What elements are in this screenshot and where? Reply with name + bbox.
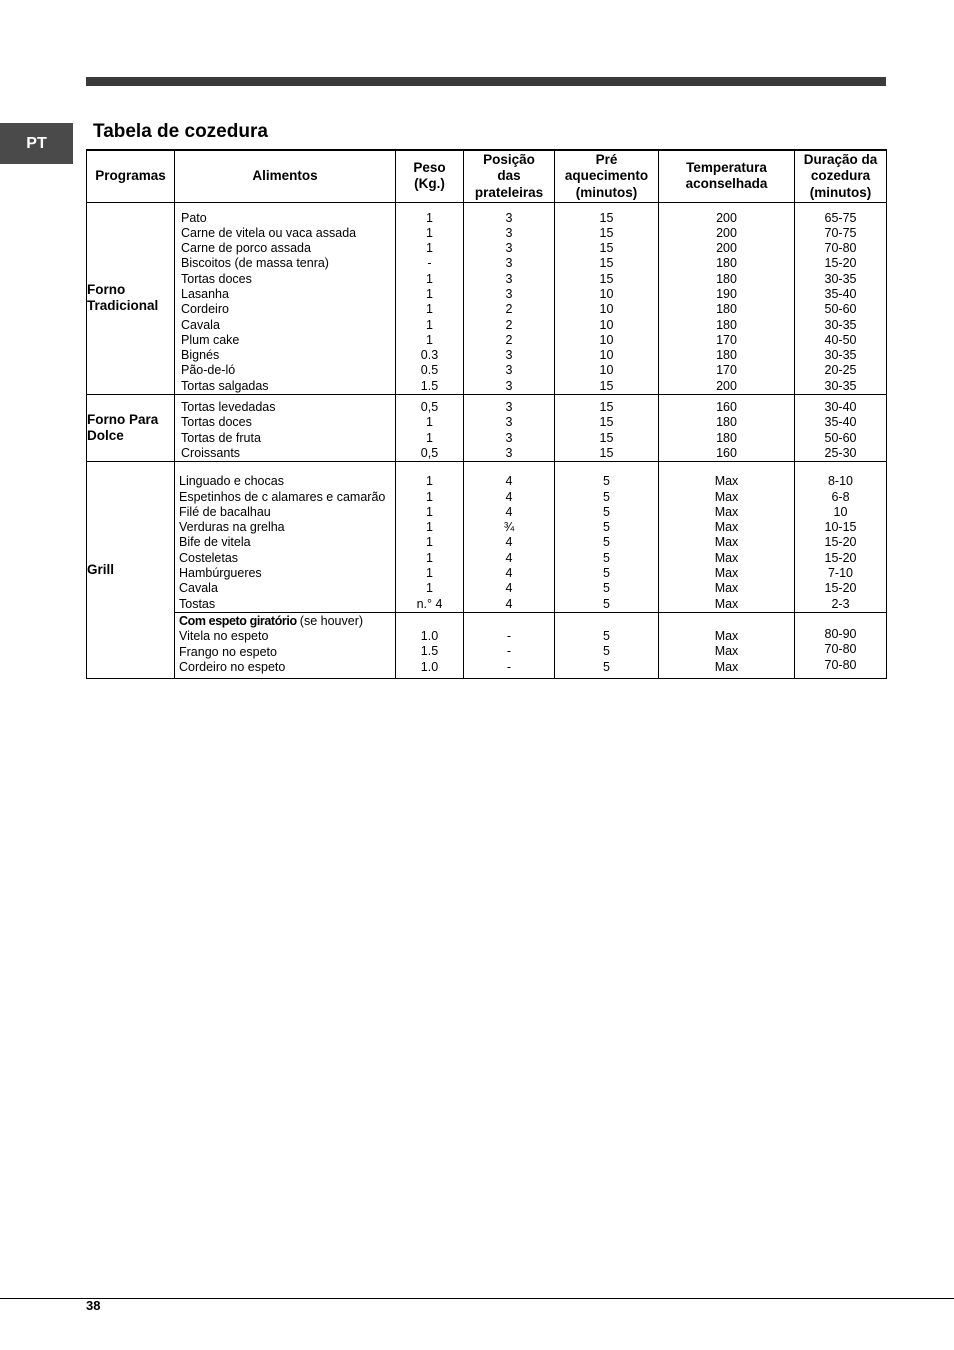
food-name: Filé de bacalhau xyxy=(179,504,271,519)
header-posicao xyxy=(464,150,555,202)
language-tab: PT xyxy=(0,123,73,164)
preheat-value: 10 xyxy=(599,348,614,363)
shelf-value: - xyxy=(506,659,512,674)
page-number: 38 xyxy=(86,1298,101,1313)
spit-section xyxy=(87,612,887,678)
duration-value: 30-40 xyxy=(824,400,857,415)
weight-value: 1 xyxy=(426,225,433,240)
shelf-value: 4 xyxy=(505,550,513,565)
food-name: Lasanha xyxy=(181,286,229,301)
temperature-value: Max xyxy=(714,504,739,519)
program-label-line: Forno Para xyxy=(87,411,159,427)
header-line: Temperatura xyxy=(686,159,767,175)
preheat-value: 5 xyxy=(603,474,610,489)
weight-value: 1 xyxy=(426,415,433,430)
program-section xyxy=(87,395,887,462)
temperature-value: 160 xyxy=(716,445,737,460)
preheat-cell xyxy=(555,202,659,395)
preheat-value: 15 xyxy=(599,241,614,256)
temperature-value: 200 xyxy=(716,241,737,256)
weight-value: 1.0 xyxy=(420,628,439,643)
weight-value: 1 xyxy=(426,535,433,550)
preheat-value: 5 xyxy=(603,596,610,611)
preheat-cell xyxy=(555,612,659,678)
weight-value: 1 xyxy=(426,566,433,581)
temperature-value: 190 xyxy=(716,286,737,301)
preheat-cell xyxy=(555,462,659,613)
food-name: Carne de porco assada xyxy=(181,241,311,256)
food-name: Plum cake xyxy=(181,332,240,347)
temperature-value: 200 xyxy=(716,225,737,240)
preheat-value: 5 xyxy=(603,550,610,565)
temperature-value: Max xyxy=(714,596,739,611)
temperature-cell xyxy=(659,462,795,613)
duration-value: 20-25 xyxy=(824,363,857,378)
temperature-value: 180 xyxy=(716,271,737,286)
header-duracao xyxy=(795,150,887,202)
food-name: Bignés xyxy=(181,348,220,363)
temperature-value: 180 xyxy=(716,348,737,363)
header-preaquecimento xyxy=(555,150,659,202)
shelf-value: 3 xyxy=(505,415,513,430)
weight-value: 1 xyxy=(426,210,433,225)
duration-value: 30-35 xyxy=(824,317,857,332)
duration-value: 80-90 xyxy=(824,626,857,641)
food-name: Biscoitos (de massa tenra) xyxy=(181,256,329,271)
shelf-value: 4 xyxy=(505,535,513,550)
duration-value: 30-35 xyxy=(824,348,857,363)
temperature-value: 200 xyxy=(716,378,737,393)
duration-value: 70-80 xyxy=(824,241,857,256)
weight-cell xyxy=(396,395,464,462)
header-line: aconselhada xyxy=(685,176,768,192)
duration-value: 6-8 xyxy=(831,489,850,504)
duration-value: 7-10 xyxy=(827,566,854,581)
preheat-value: 5 xyxy=(603,489,610,504)
preheat-value: 15 xyxy=(599,271,614,286)
program-name xyxy=(87,202,175,395)
header-line: das xyxy=(497,168,521,183)
weight-value: 1.0 xyxy=(420,659,439,674)
food-name: Croissants xyxy=(181,445,241,460)
duration-value: 50-60 xyxy=(824,430,857,445)
preheat-value: 5 xyxy=(603,535,610,550)
cooking-table xyxy=(86,149,887,679)
program-name xyxy=(87,395,175,462)
shelf-value: 3 xyxy=(505,286,513,301)
duration-value: 35-40 xyxy=(824,415,857,430)
duration-value: 25-30 xyxy=(824,445,857,460)
temperature-value: Max xyxy=(714,474,739,489)
duration-value: 10-15 xyxy=(824,520,857,535)
duration-value: 10 xyxy=(833,504,848,519)
food-name: Cavala xyxy=(181,317,220,332)
weight-value: 0.5 xyxy=(420,363,439,378)
header-line: (minutos) xyxy=(809,184,872,200)
header-line: Duração da xyxy=(803,151,878,167)
program-name xyxy=(87,462,175,679)
food-cell xyxy=(175,462,396,613)
temperature-value: Max xyxy=(714,489,739,504)
temperature-value: 200 xyxy=(716,210,737,225)
weight-value: 0,5 xyxy=(420,445,439,460)
temperature-cell xyxy=(659,612,795,678)
duration-value: 70-80 xyxy=(824,657,857,672)
weight-value: 1 xyxy=(426,489,433,504)
spit-heading-label: Com espeto giratório xyxy=(179,613,297,628)
program-label-line: Tradicional xyxy=(87,298,159,314)
food-name: Cavala xyxy=(179,581,218,596)
preheat-value: 5 xyxy=(603,628,610,643)
duration-cell xyxy=(795,202,887,395)
duration-value: 8-10 xyxy=(827,474,854,489)
weight-value: 1 xyxy=(426,317,433,332)
weight-value: 0,5 xyxy=(420,400,439,415)
food-name: Tostas xyxy=(179,596,216,611)
food-name: Frango no espeto xyxy=(179,644,277,659)
temperature-cell xyxy=(659,202,795,395)
shelf-value: 3 xyxy=(505,363,513,378)
header-peso xyxy=(396,150,464,202)
preheat-value: 15 xyxy=(599,378,614,393)
program-section xyxy=(87,202,887,395)
duration-value: 15-20 xyxy=(824,256,857,271)
header-line: aquecimento xyxy=(564,168,649,183)
temperature-value: Max xyxy=(714,628,739,643)
food-name: Cordeiro xyxy=(181,302,229,317)
weight-value: - xyxy=(427,256,432,271)
shelf-value: 4 xyxy=(505,504,513,519)
shelf-value: 4 xyxy=(505,566,513,581)
temperature-value: Max xyxy=(714,659,739,674)
food-name: Linguado e chocas xyxy=(179,474,284,489)
shelf-value: 4 xyxy=(505,489,513,504)
footer-rule xyxy=(0,1298,954,1299)
food-name: Tortas de fruta xyxy=(181,430,261,445)
duration-value: 30-35 xyxy=(824,271,857,286)
preheat-value: 5 xyxy=(603,581,610,596)
shelf-cell xyxy=(464,202,555,395)
weight-value: 1 xyxy=(426,302,433,317)
header-alimentos: Alimentos xyxy=(175,150,396,202)
shelf-value: 3 xyxy=(505,445,513,460)
preheat-value: 5 xyxy=(603,659,610,674)
food-name: Pato xyxy=(181,210,207,225)
spit-heading-note: (se houver) xyxy=(299,613,364,628)
shelf-value: 3 xyxy=(505,210,513,225)
shelf-value: 4 xyxy=(505,474,513,489)
food-cell xyxy=(175,612,396,678)
duration-value: 15-20 xyxy=(824,550,857,565)
food-name: Tortas doces xyxy=(181,271,252,286)
shelf-value: - xyxy=(506,644,512,659)
temperature-value: Max xyxy=(714,566,739,581)
weight-value: 1 xyxy=(426,550,433,565)
header-line: Pré xyxy=(595,151,618,167)
shelf-value: 2 xyxy=(505,332,513,347)
weight-value: 1 xyxy=(426,241,433,256)
preheat-cell xyxy=(555,395,659,462)
shelf-value: 3 xyxy=(505,256,513,271)
weight-cell xyxy=(396,612,464,678)
food-name: Bife de vitela xyxy=(179,535,251,550)
weight-value: 1 xyxy=(426,520,433,535)
program-label-line: Forno xyxy=(87,281,126,297)
shelf-value: - xyxy=(506,628,512,643)
program-section xyxy=(87,462,887,613)
weight-value: n.° 4 xyxy=(416,596,443,611)
preheat-value: 10 xyxy=(599,286,614,301)
preheat-value: 10 xyxy=(599,302,614,317)
program-label-line: Dolce xyxy=(87,428,124,444)
weight-value: 1 xyxy=(426,271,433,286)
duration-value: 15-20 xyxy=(824,581,857,596)
shelf-value: 3 xyxy=(505,271,513,286)
duration-value: 35-40 xyxy=(824,286,857,301)
weight-value: 1 xyxy=(426,332,433,347)
header-line: cozedura xyxy=(810,168,871,183)
preheat-value: 15 xyxy=(599,256,614,271)
temperature-value: Max xyxy=(714,535,739,550)
spit-heading xyxy=(179,614,395,629)
duration-value: 70-75 xyxy=(824,225,857,240)
temperature-value: 160 xyxy=(716,400,737,415)
weight-value: 1 xyxy=(426,474,433,489)
preheat-value: 10 xyxy=(599,317,614,332)
temperature-value: Max xyxy=(714,550,739,565)
shelf-value: 2 xyxy=(505,317,513,332)
duration-cell xyxy=(795,462,887,613)
temperature-value: 170 xyxy=(716,332,737,347)
preheat-value: 10 xyxy=(599,332,614,347)
preheat-value: 15 xyxy=(599,210,614,225)
shelf-value: 4 xyxy=(505,596,513,611)
food-name: Tortas doces xyxy=(181,415,252,430)
preheat-value: 5 xyxy=(603,504,610,519)
weight-value: 1 xyxy=(426,430,433,445)
food-name: Cordeiro no espeto xyxy=(179,659,286,674)
food-cell xyxy=(175,395,396,462)
header-rule xyxy=(86,77,886,86)
header-temperatura xyxy=(659,150,795,202)
temperature-value: Max xyxy=(714,581,739,596)
food-name: Costeletas xyxy=(179,550,239,565)
food-name: Carne de vitela ou vaca assada xyxy=(181,225,357,240)
header-line: (Kg.) xyxy=(414,176,445,192)
temperature-value: Max xyxy=(714,644,739,659)
preheat-value: 15 xyxy=(599,430,614,445)
weight-value: 0.3 xyxy=(420,348,439,363)
shelf-cell xyxy=(464,612,555,678)
preheat-value: 10 xyxy=(599,363,614,378)
temperature-value: 170 xyxy=(716,363,737,378)
preheat-value: 5 xyxy=(603,644,610,659)
shelf-value: 3 xyxy=(505,430,513,445)
shelf-cell xyxy=(464,462,555,613)
food-name: Espetinhos de c alamares e camarão xyxy=(179,489,386,504)
shelf-cell xyxy=(464,395,555,462)
duration-value: 65-75 xyxy=(824,210,857,225)
temperature-value: 180 xyxy=(716,256,737,271)
duration-cell xyxy=(795,395,887,462)
weight-value: 1.5 xyxy=(420,644,439,659)
duration-value: 30-35 xyxy=(824,378,857,393)
preheat-value: 5 xyxy=(603,566,610,581)
preheat-value: 15 xyxy=(599,400,614,415)
header-line: prateleiras xyxy=(474,184,544,200)
preheat-value: 15 xyxy=(599,225,614,240)
weight-cell xyxy=(396,462,464,613)
food-name: Hambúrgueres xyxy=(179,566,262,581)
weight-value: 1 xyxy=(426,581,433,596)
food-name: Pão-de-ló xyxy=(181,363,236,378)
duration-value: 2-3 xyxy=(831,596,850,611)
food-cell xyxy=(175,202,396,395)
header-line: (minutos) xyxy=(575,184,638,200)
temperature-value: 180 xyxy=(716,302,737,317)
temperature-value: 180 xyxy=(716,415,737,430)
weight-cell xyxy=(396,202,464,395)
food-name: Tortas salgadas xyxy=(181,378,269,393)
preheat-value: 15 xyxy=(599,445,614,460)
duration-cell xyxy=(795,612,887,678)
weight-value: 1.5 xyxy=(420,378,439,393)
weight-value: 1 xyxy=(426,504,433,519)
duration-value: 70-80 xyxy=(824,642,857,657)
duration-value: 50-60 xyxy=(824,302,857,317)
food-name: Tortas levedadas xyxy=(181,400,276,415)
food-name: Vitela no espeto xyxy=(179,629,269,644)
shelf-value: 4 xyxy=(505,581,513,596)
header-line: Peso xyxy=(413,159,446,175)
temperature-value: Max xyxy=(714,520,739,535)
temperature-value: 180 xyxy=(716,430,737,445)
food-name: Verduras na grelha xyxy=(179,520,285,535)
header-programas: Programas xyxy=(87,150,175,202)
page-title: Tabela de cozedura xyxy=(93,121,268,142)
preheat-value: 15 xyxy=(599,415,614,430)
shelf-value: 3 xyxy=(505,378,513,393)
shelf-value: 3 xyxy=(505,400,513,415)
shelf-value: ¾ xyxy=(503,520,515,535)
header-line: Posição xyxy=(483,151,535,167)
shelf-value: 3 xyxy=(505,241,513,256)
weight-value: 1 xyxy=(426,286,433,301)
temperature-value: 180 xyxy=(716,317,737,332)
shelf-value: 2 xyxy=(505,302,513,317)
shelf-value: 3 xyxy=(505,348,513,363)
duration-value: 15-20 xyxy=(824,535,857,550)
duration-value: 40-50 xyxy=(824,332,857,347)
preheat-value: 5 xyxy=(603,520,610,535)
shelf-value: 3 xyxy=(505,225,513,240)
temperature-cell xyxy=(659,395,795,462)
program-label-line: Grill xyxy=(87,561,115,577)
